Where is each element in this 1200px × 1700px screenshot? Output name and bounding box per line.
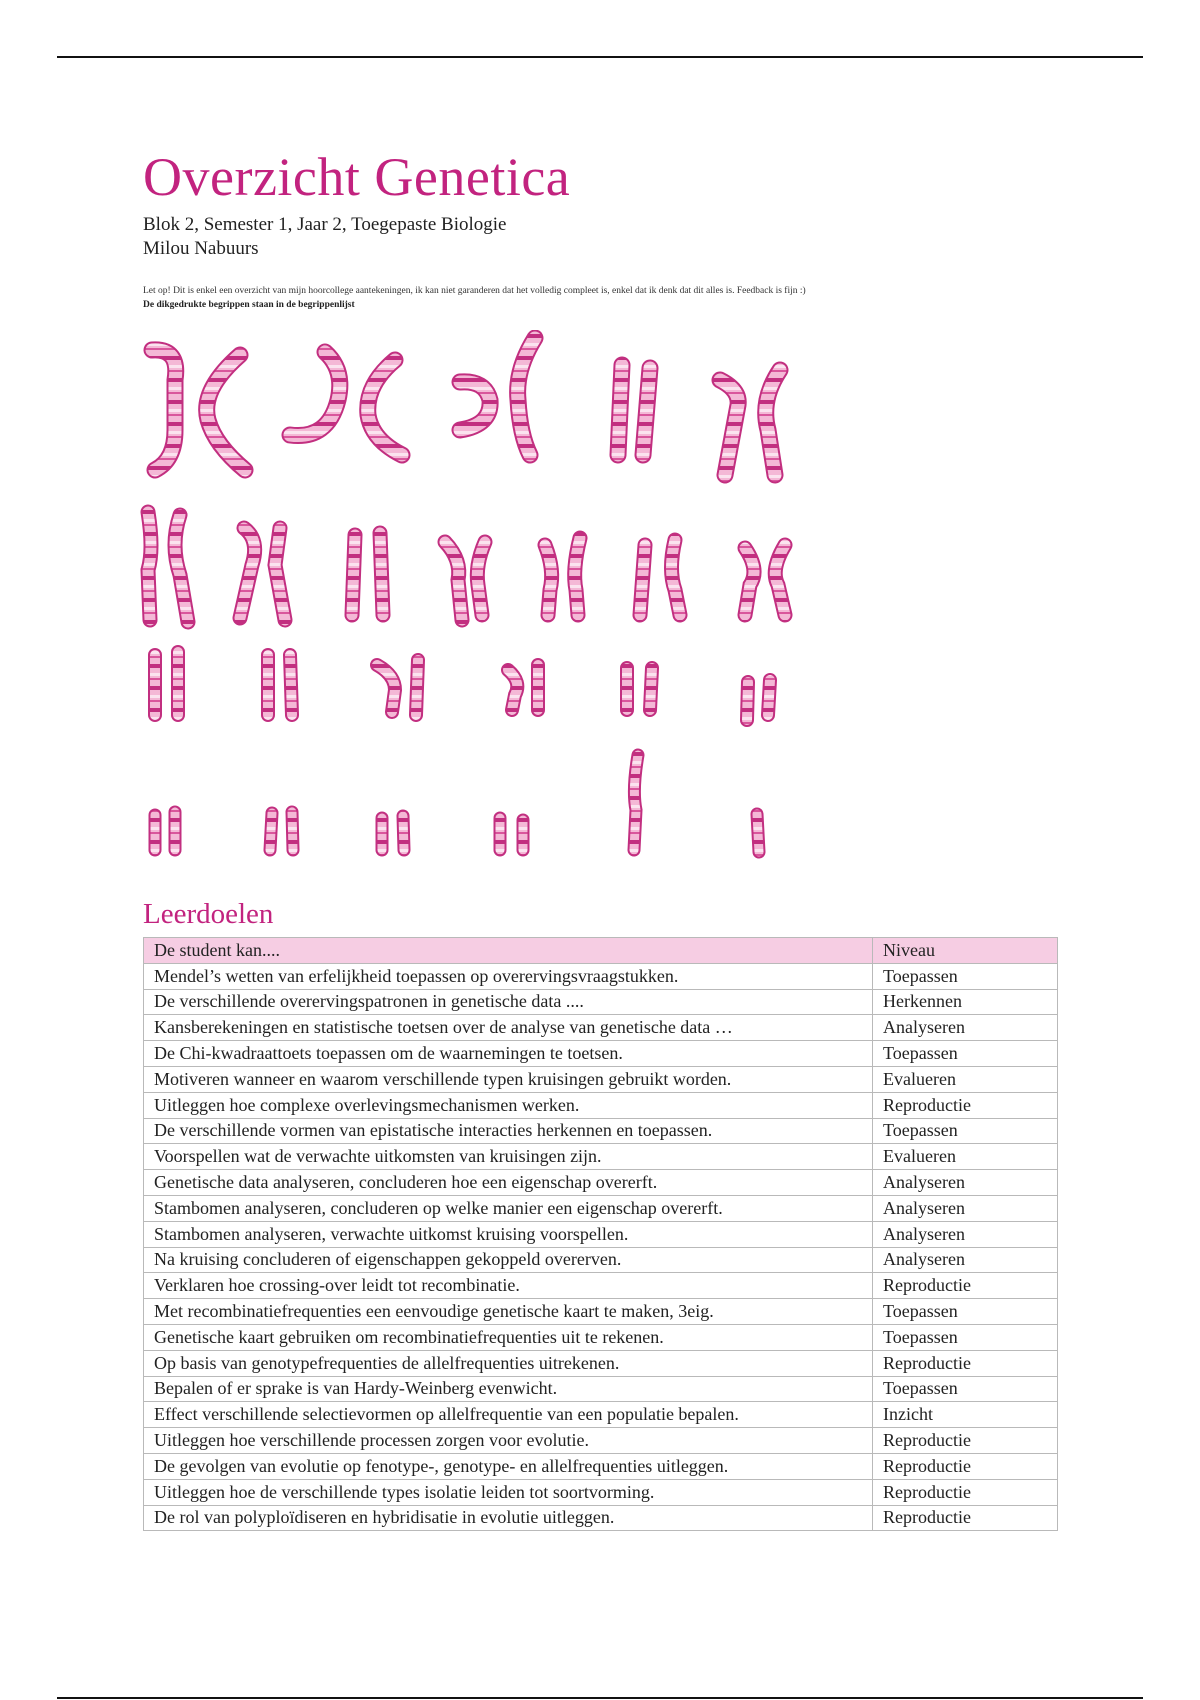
table-row [144, 1402, 1058, 1428]
table-row [144, 1041, 1058, 1067]
goal-cell: De Chi-kwadraattoets toepassen om de waarnemingen te toetsen. [144, 1041, 873, 1067]
top-rule [57, 56, 1143, 58]
level-cell: Reproductie [873, 1479, 1058, 1505]
level-cell: Toepassen [873, 1376, 1058, 1402]
table-row [144, 1015, 1058, 1041]
document-title: Overzicht Genetica [143, 147, 571, 207]
table-header-row [144, 938, 1058, 964]
chromosome-row-1 [152, 338, 780, 475]
goal-cell: Uitleggen hoe de verschillende types isolatie leiden tot soortvorming. [144, 1479, 873, 1505]
table-row [144, 1221, 1058, 1247]
column-header-level: Niveau [873, 938, 1058, 964]
goal-cell: Motiveren wanneer en waarom verschillende typen kruisingen gebruikt worden. [144, 1066, 873, 1092]
table-row [144, 1505, 1058, 1531]
level-cell: Herkennen [873, 989, 1058, 1015]
level-cell: Inzicht [873, 1402, 1058, 1428]
section-heading-leerdoelen: Leerdoelen [143, 898, 274, 930]
table-row [144, 963, 1058, 989]
level-cell: Analyseren [873, 1195, 1058, 1221]
table-row [144, 1350, 1058, 1376]
level-cell: Reproductie [873, 1273, 1058, 1299]
chromosome-row-3 [155, 652, 770, 720]
author-name: Milou Nabuurs [143, 238, 259, 259]
goal-cell: Met recombinatiefrequenties een eenvoudige genetische kaart te maken, 3eig. [144, 1299, 873, 1325]
level-cell: Analyseren [873, 1015, 1058, 1041]
table-row [144, 1118, 1058, 1144]
table-row [144, 1195, 1058, 1221]
level-cell: Reproductie [873, 1428, 1058, 1454]
goal-cell: Stambomen analyseren, concluderen op welke manier een eigenschap overerft. [144, 1195, 873, 1221]
goal-cell: Genetische kaart gebruiken om recombinatiefrequenties uit te rekenen. [144, 1324, 873, 1350]
level-cell: Evalueren [873, 1066, 1058, 1092]
goal-cell: Mendel’s wetten van erfelijkheid toepassen op overervingsvraagstukken. [144, 963, 873, 989]
goal-cell: Na kruising concluderen of eigenschappen gekoppeld overerven. [144, 1247, 873, 1273]
table-row [144, 1324, 1058, 1350]
level-cell: Evalueren [873, 1144, 1058, 1170]
goal-cell: Voorspellen wat de verwachte uitkomsten van kruisingen zijn. [144, 1144, 873, 1170]
table-row [144, 989, 1058, 1015]
goal-cell: Kansberekeningen en statistische toetsen over de analyse van genetische data … [144, 1015, 873, 1041]
goal-cell: Stambomen analyseren, verwachte uitkomst kruising voorspellen. [144, 1221, 873, 1247]
table-row [144, 1247, 1058, 1273]
table-row [144, 1428, 1058, 1454]
goal-cell: De verschillende vormen van epistatische interacties herkennen en toepassen. [144, 1118, 873, 1144]
karyotype-illustration [140, 330, 870, 870]
goal-cell: Uitleggen hoe complexe overlevingsmechanismen werken. [144, 1092, 873, 1118]
level-cell: Reproductie [873, 1350, 1058, 1376]
level-cell: Reproductie [873, 1453, 1058, 1479]
bottom-rule [57, 1697, 1143, 1699]
goal-cell: Op basis van genotypefrequenties de allelfrequenties uitrekenen. [144, 1350, 873, 1376]
level-cell: Toepassen [873, 1118, 1058, 1144]
document-subtitle [143, 213, 506, 261]
goal-cell: Bepalen of er sprake is van Hardy-Weinberg evenwicht. [144, 1376, 873, 1402]
goal-cell: Verklaren hoe crossing-over leidt tot recombinatie. [144, 1273, 873, 1299]
column-header-goal: De student kan.... [144, 938, 873, 964]
goal-cell: Effect verschillende selectievormen op allelfrequentie van een populatie bepalen. [144, 1402, 873, 1428]
level-cell: Analyseren [873, 1221, 1058, 1247]
course-info: Blok 2, Semester 1, Jaar 2, Toegepaste Biologie [143, 214, 507, 235]
table-row [144, 1144, 1058, 1170]
level-cell: Toepassen [873, 1299, 1058, 1325]
table-row [144, 1092, 1058, 1118]
level-cell: Toepassen [873, 1324, 1058, 1350]
goal-cell: Uitleggen hoe verschillende processen zorgen voor evolutie. [144, 1428, 873, 1454]
table-row [144, 1299, 1058, 1325]
table-row [144, 1479, 1058, 1505]
chromosome-row-4 [155, 755, 759, 852]
goal-cell: De verschillende overervingspatronen in genetische data .... [144, 989, 873, 1015]
goal-cell: De gevolgen van evolutie op fenotype-, genotype- en allelfrequenties uitleggen. [144, 1453, 873, 1479]
learning-goals-table [143, 937, 1058, 1531]
level-cell: Reproductie [873, 1092, 1058, 1118]
disclaimer-note: Let op! Dit is enkel een overzicht van mijn hoorcollege aantekeningen, ik kan niet garanderen dat het volledig compleet is, enkel dat ik denk dat dit alles is. Feedback is fijn :) [143, 286, 806, 296]
table-row [144, 1273, 1058, 1299]
table-row [144, 1170, 1058, 1196]
table-row [144, 1453, 1058, 1479]
bold-terms-note: De dikgedrukte begrippen staan in de begrippenlijst [143, 300, 355, 310]
goal-cell: De rol van polyploïdiseren en hybridisatie in evolutie uitleggen. [144, 1505, 873, 1531]
level-cell: Analyseren [873, 1170, 1058, 1196]
level-cell: Reproductie [873, 1505, 1058, 1531]
table-row [144, 1066, 1058, 1092]
level-cell: Toepassen [873, 1041, 1058, 1067]
chromosome-row-2 [148, 512, 785, 622]
table-row [144, 1376, 1058, 1402]
level-cell: Analyseren [873, 1247, 1058, 1273]
level-cell: Toepassen [873, 963, 1058, 989]
goal-cell: Genetische data analyseren, concluderen hoe een eigenschap overerft. [144, 1170, 873, 1196]
